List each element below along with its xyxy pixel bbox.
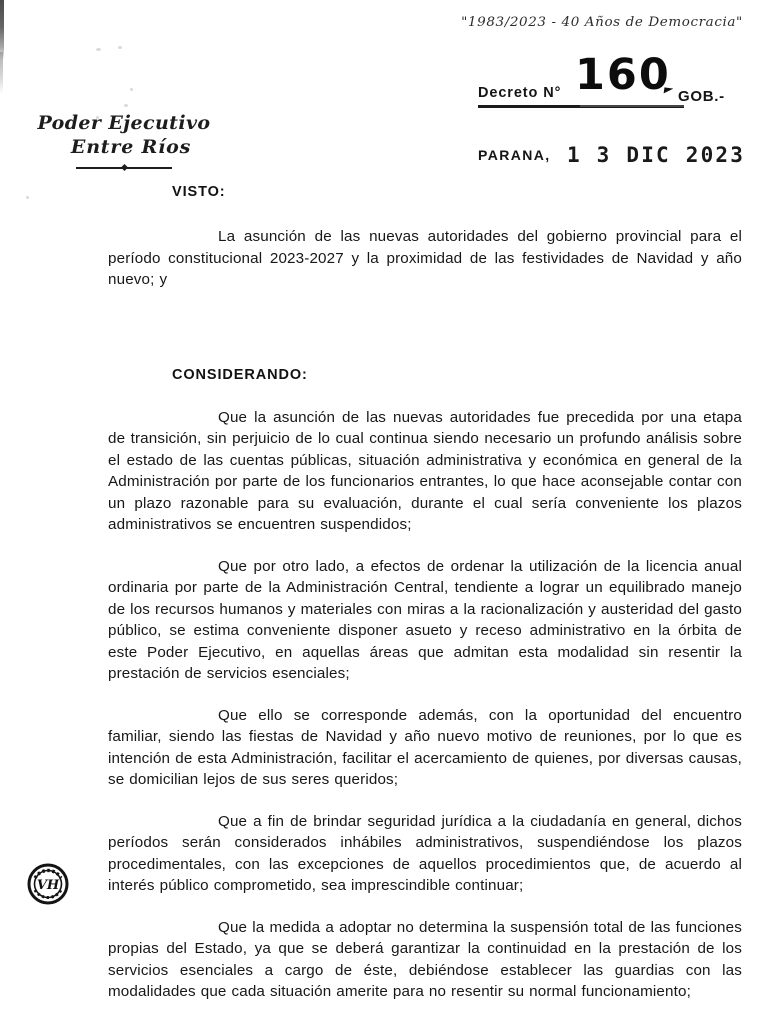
place-label: PARANA,: [478, 147, 551, 163]
scan-speck: [26, 196, 29, 199]
date-stamp: 1 3 DIC 2023: [567, 143, 746, 167]
section-heading-visto: VISTO:: [172, 184, 226, 200]
paragraph-considerando-5: Que la medida a adoptar no determina la suspensión total de las funciones propias del Estado, ya que se deberá garantizar la continuidad en la prestación de los servicios esenciales a cargo de éste, debiéndose establecer las guardias con las modalidades que cada situación amerite para no resentir su normal funcionamiento;: [108, 918, 742, 1000]
decree-number-label: Decreto N°: [478, 85, 562, 101]
stamp-seal-icon: [26, 862, 70, 906]
scan-edge-artifact-secondary: [0, 52, 3, 94]
letterhead-line-entre-rios: Entre Ríos: [70, 136, 192, 158]
paragraph-considerando-2: Que por otro lado, a efectos de ordenar la utilización de la licencia anual ordinaria por parte de la Administración Central, tendiente a lograr un equilibrado manejo de los recursos humanos y materiales con miras a la racionalización y austeridad del gasto público, se estima conveniente disponer asueto y receso administrativo en la órbita de este Poder Ejecutivo, en aquellas áreas que admitan esta modalidad sin resentir la prestación de servicios esenciales;: [108, 557, 742, 682]
scan-speck: [124, 104, 128, 107]
decree-number-underline-overlap: [580, 105, 684, 107]
paragraph-visto-1: La asunción de las nuevas autoridades del gobierno provincial para el período constitucional 2023-2027 y la proximidad de las festividades de Navidad y año nuevo; y: [108, 228, 742, 288]
stamp-seal-initials: [26, 906, 27, 907]
decree-number-stamp: 160: [575, 50, 671, 100]
letterhead: [34, 112, 214, 169]
svg-text:VH: VH: [36, 878, 60, 893]
paragraph-considerando-1: Que la asunción de las nuevas autoridades fue precedida por una etapa de transición, sin perjuicio de lo cual continua siendo necesario un profundo análisis sobre el estado de las cuentas públicas, situación administrativa y económica en general de la Administración por parte de los funcionarios entrantes, lo que hace aconsejable contar con un plazo razonable para su evaluación, durante el cual sería conveniente los plazos administrativos se encuentren suspendidos;: [108, 408, 742, 533]
decree-number-block: [478, 50, 768, 110]
section-heading-considerando: CONSIDERANDO:: [172, 366, 308, 383]
decree-office-suffix: GOB.-: [678, 88, 725, 105]
letterhead-line-poder-ejecutivo: Poder Ejecutivo: [37, 112, 211, 134]
paragraph-considerando-4: Que a fin de brindar seguridad jurídica a la ciudadanía en general, dichos períodos serán considerados inhábiles administrativos, suspendiéndose los plazos procedimentales, con las excepciones de aquellos procedimientos que, de acuerdo al interés público comprometido, sea imprescindible continuar;: [108, 812, 742, 894]
document-body: [108, 184, 742, 1018]
scan-speck: [96, 48, 101, 51]
scan-speck: [118, 46, 122, 49]
place-and-date-line: [478, 143, 745, 169]
letterhead-divider: [76, 167, 172, 169]
scan-speck: [130, 88, 133, 91]
anniversary-motto: "1983/2023 - 40 Años de Democracia": [461, 14, 743, 30]
scan-edge-artifact: [0, 0, 4, 60]
paragraph-considerando-3: Que ello se corresponde además, con la oportunidad del encuentro familiar, siendo las fiestas de Navidad y año nuevo motivo de reuniones, por lo que es intención de esta Administración, facilitar el acercamiento de quienes, por diversas causas, se domicilian lejos de sus seres queridos;: [108, 706, 742, 788]
pen-tick-mark: [664, 87, 674, 94]
